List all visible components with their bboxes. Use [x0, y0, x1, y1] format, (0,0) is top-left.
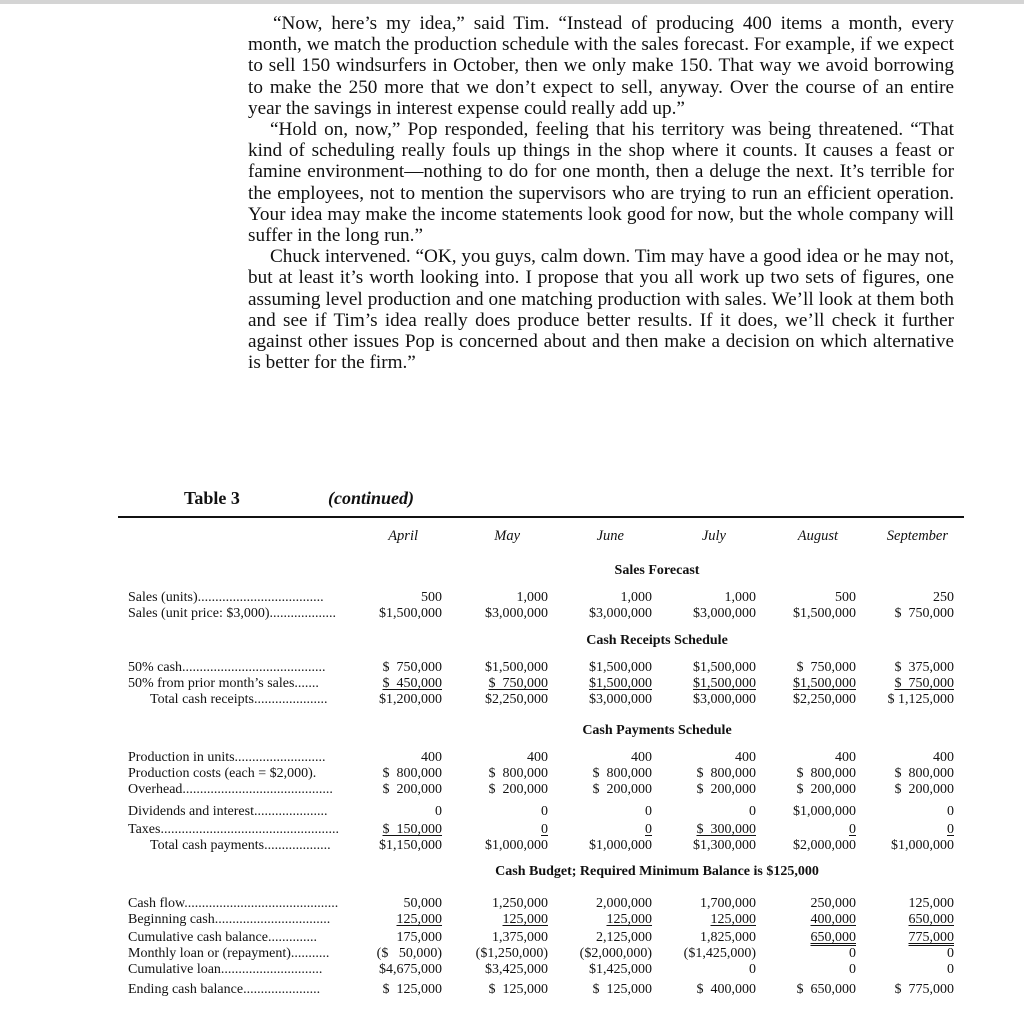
- cell-monthly-loan-july: ($1,425,000): [683, 946, 756, 961]
- row-label-sales-dollars: Sales (unit price: $3,000)...................: [128, 606, 337, 621]
- cell-total-receipts-may: $2,250,000: [485, 692, 548, 707]
- cell-cash-flow-july: 1,700,000: [700, 896, 756, 911]
- cell-cumulative-loan-may: $3,425,000: [485, 962, 548, 977]
- table-header-rule: [118, 516, 964, 518]
- paragraph-chuck-intervenes: Chuck intervened. “OK, you guys, calm down. Tim may have a good idea or he may not, but at least it’s worth looking into. I propose that you all work up two sets of figures, one assuming level production and one matching production with sales. We’ll look at them both and see if Tim’s idea really does produce better results. If it does, we’ll check it further against other issues Pop is concerned about and then make a decision on which alternative is better for the firm.”: [248, 246, 954, 374]
- cell-cash-flow-june: 2,000,000: [596, 896, 652, 911]
- cell-sales-units-september: 250: [933, 590, 954, 605]
- cell-cash-50-june: $1,500,000: [589, 660, 652, 675]
- cell-prior-50-august: $1,500,000: [793, 676, 856, 691]
- row-label-sales-units: Sales (units)....................................: [128, 590, 324, 605]
- column-header-september: September: [886, 528, 948, 544]
- cell-dividends-april: 0: [435, 804, 442, 819]
- cell-overhead-september: $ 200,000: [894, 782, 954, 797]
- section-cash-budget: Cash Budget; Required Minimum Balance is $125,000: [495, 864, 819, 879]
- cell-monthly-loan-june: ($2,000,000): [579, 946, 652, 961]
- cell-overhead-july: $ 200,000: [696, 782, 756, 797]
- cell-monthly-loan-may: ($1,250,000): [475, 946, 548, 961]
- cell-sales-units-june: 1,000: [620, 590, 652, 605]
- cell-cash-50-july: $1,500,000: [693, 660, 756, 675]
- column-header-july: July: [701, 528, 726, 544]
- cell-ending-cash-july: $ 400,000: [696, 982, 756, 997]
- cell-cumulative-loan-april: $4,675,000: [379, 962, 442, 977]
- row-label-cash-50: 50% cash.........................................: [128, 660, 326, 675]
- cell-overhead-april: $ 200,000: [382, 782, 442, 797]
- cell-taxes-august: 0: [849, 822, 856, 837]
- cell-taxes-may: 0: [541, 822, 548, 837]
- column-header-august: August: [797, 528, 838, 544]
- cell-beginning-cash-april: 125,000: [396, 912, 442, 927]
- row-label-total-payments: Total cash payments...................: [150, 838, 331, 853]
- cell-cash-50-august: $ 750,000: [796, 660, 856, 675]
- cell-total-receipts-april: $1,200,000: [379, 692, 442, 707]
- paragraph-pop-response: “Hold on, now,” Pop responded, feeling that his territory was being threatened. “That kind of scheduling really fouls up things in the shop where it counts. It causes a feast or famine environment—nothing to do for one month, then a deluge the next. It’s terrible for the employees, not to mention the supervisors who are trying to run an efficient operation. Your idea may make the income statements look good for now, but the whole company will suffer in the long run.”: [248, 119, 954, 247]
- cell-ending-cash-june: $ 125,000: [592, 982, 652, 997]
- top-border: [0, 0, 1024, 4]
- cell-total-receipts-july: $3,000,000: [693, 692, 756, 707]
- row-label-ending-cash: Ending cash balance......................: [128, 982, 321, 997]
- section-cash-receipts: Cash Receipts Schedule: [586, 633, 728, 648]
- row-label-production-units: Production in units..........................: [128, 750, 326, 765]
- cell-cash-50-april: $ 750,000: [382, 660, 442, 675]
- row-label-cumulative-balance: Cumulative cash balance..............: [128, 930, 317, 945]
- cell-cumulative-balance-april: 175,000: [396, 930, 442, 945]
- cell-sales-dollars-june: $3,000,000: [589, 606, 652, 621]
- cell-production-units-april: 400: [421, 750, 442, 765]
- cell-cash-50-september: $ 375,000: [894, 660, 954, 675]
- cell-sales-dollars-may: $3,000,000: [485, 606, 548, 621]
- cell-dividends-august: $1,000,000: [793, 804, 856, 819]
- row-label-cumulative-loan: Cumulative loan.............................: [128, 962, 323, 977]
- cell-beginning-cash-june: 125,000: [606, 912, 652, 927]
- row-label-overhead: Overhead...........................................: [128, 782, 333, 797]
- cell-cash-flow-september: 125,000: [908, 896, 954, 911]
- cell-dividends-september: 0: [947, 804, 954, 819]
- cell-total-payments-september: $1,000,000: [891, 838, 954, 853]
- cell-cumulative-balance-august: 650,000: [810, 930, 856, 945]
- cell-cumulative-balance-may: 1,375,000: [492, 930, 548, 945]
- cell-monthly-loan-september: 0: [947, 946, 954, 961]
- row-label-monthly-loan: Monthly loan or (repayment)...........: [128, 946, 330, 961]
- cell-sales-units-may: 1,000: [516, 590, 548, 605]
- cell-beginning-cash-may: 125,000: [502, 912, 548, 927]
- cell-total-payments-april: $1,150,000: [379, 838, 442, 853]
- cell-cumulative-balance-june: 2,125,000: [596, 930, 652, 945]
- cell-cash-flow-august: 250,000: [810, 896, 856, 911]
- cell-total-receipts-september: $ 1,125,000: [887, 692, 954, 707]
- cell-production-units-august: 400: [835, 750, 856, 765]
- row-label-prior-50: 50% from prior month’s sales.......: [128, 676, 319, 691]
- row-label-production-costs: Production costs (each = $2,000).: [128, 766, 317, 781]
- cell-production-units-july: 400: [735, 750, 756, 765]
- section-sales-forecast: Sales Forecast: [614, 563, 700, 578]
- cell-beginning-cash-august: 400,000: [810, 912, 856, 927]
- row-label-beginning-cash: Beginning cash.................................: [128, 912, 331, 927]
- table-title: Table 3: [184, 488, 240, 508]
- cell-production-units-september: 400: [933, 750, 954, 765]
- cell-production-costs-june: $ 800,000: [592, 766, 652, 781]
- column-header-may: May: [494, 528, 520, 544]
- cell-sales-dollars-august: $1,500,000: [793, 606, 856, 621]
- cell-total-receipts-august: $2,250,000: [793, 692, 856, 707]
- cell-monthly-loan-august: 0: [849, 946, 856, 961]
- cell-dividends-july: 0: [749, 804, 756, 819]
- narrative-text: [248, 13, 954, 373]
- row-label-cash-flow: Cash flow............................................: [128, 896, 339, 911]
- cell-sales-units-april: 500: [421, 590, 442, 605]
- cell-total-payments-may: $1,000,000: [485, 838, 548, 853]
- cell-beginning-cash-september: 650,000: [908, 912, 954, 927]
- column-header-april: April: [388, 528, 418, 544]
- cell-taxes-september: 0: [947, 822, 954, 837]
- cell-ending-cash-august: $ 650,000: [796, 982, 856, 997]
- row-label-taxes: Taxes...................................................: [128, 822, 339, 837]
- row-label-dividends: Dividends and interest.....................: [128, 804, 328, 819]
- cell-cash-flow-april: 50,000: [403, 896, 442, 911]
- column-header-june: June: [596, 528, 624, 544]
- cell-taxes-june: 0: [645, 822, 652, 837]
- cell-total-receipts-june: $3,000,000: [589, 692, 652, 707]
- cell-cumulative-loan-june: $1,425,000: [589, 962, 652, 977]
- cell-monthly-loan-april: ($ 50,000): [376, 946, 442, 961]
- cell-overhead-june: $ 200,000: [592, 782, 652, 797]
- cell-prior-50-may: $ 750,000: [488, 676, 548, 691]
- cell-dividends-june: 0: [645, 804, 652, 819]
- section-cash-payments: Cash Payments Schedule: [582, 723, 732, 738]
- cell-ending-cash-september: $ 775,000: [894, 982, 954, 997]
- cell-cumulative-loan-july: 0: [749, 962, 756, 977]
- cell-cumulative-loan-september: 0: [947, 962, 954, 977]
- cell-production-costs-april: $ 800,000: [382, 766, 442, 781]
- cell-total-payments-june: $1,000,000: [589, 838, 652, 853]
- cell-dividends-may: 0: [541, 804, 548, 819]
- cell-taxes-july: $ 300,000: [696, 822, 756, 837]
- cell-production-costs-may: $ 800,000: [488, 766, 548, 781]
- cell-cash-50-may: $1,500,000: [485, 660, 548, 675]
- cell-taxes-april: $ 150,000: [382, 822, 442, 837]
- cell-sales-units-august: 500: [835, 590, 856, 605]
- cell-prior-50-april: $ 450,000: [382, 676, 442, 691]
- cell-cumulative-balance-july: 1,825,000: [700, 930, 756, 945]
- cell-cumulative-loan-august: 0: [849, 962, 856, 977]
- cell-production-units-june: 400: [631, 750, 652, 765]
- cell-cash-flow-may: 1,250,000: [492, 896, 548, 911]
- cell-sales-dollars-april: $1,500,000: [379, 606, 442, 621]
- cell-beginning-cash-july: 125,000: [710, 912, 756, 927]
- cell-production-costs-september: $ 800,000: [894, 766, 954, 781]
- cell-production-costs-july: $ 800,000: [696, 766, 756, 781]
- cell-prior-50-june: $1,500,000: [589, 676, 652, 691]
- cell-prior-50-september: $ 750,000: [894, 676, 954, 691]
- cell-cumulative-balance-september: 775,000: [908, 930, 954, 945]
- cell-ending-cash-may: $ 125,000: [488, 982, 548, 997]
- table-subtitle: (continued): [328, 488, 415, 508]
- cell-production-units-may: 400: [527, 750, 548, 765]
- cell-sales-units-july: 1,000: [724, 590, 756, 605]
- row-label-total-receipts: Total cash receipts.....................: [150, 692, 328, 707]
- cell-total-payments-august: $2,000,000: [793, 838, 856, 853]
- cell-sales-dollars-july: $3,000,000: [693, 606, 756, 621]
- cell-sales-dollars-september: $ 750,000: [894, 606, 954, 621]
- cell-ending-cash-april: $ 125,000: [382, 982, 442, 997]
- cell-production-costs-august: $ 800,000: [796, 766, 856, 781]
- cell-prior-50-july: $1,500,000: [693, 676, 756, 691]
- cell-total-payments-july: $1,300,000: [693, 838, 756, 853]
- cell-overhead-may: $ 200,000: [488, 782, 548, 797]
- cell-overhead-august: $ 200,000: [796, 782, 856, 797]
- paragraph-tim-idea: “Now, here’s my idea,” said Tim. “Instead of producing 400 items a month, every month, we match the production schedule with the sales forecast. For example, if we expect to sell 150 windsurfers in October, then we only make 150. That way we avoid borrowing to make the 250 more that we don’t expect to sell, anyway. Over the course of an entire year the savings in interest expense could really add up.”: [248, 13, 954, 119]
